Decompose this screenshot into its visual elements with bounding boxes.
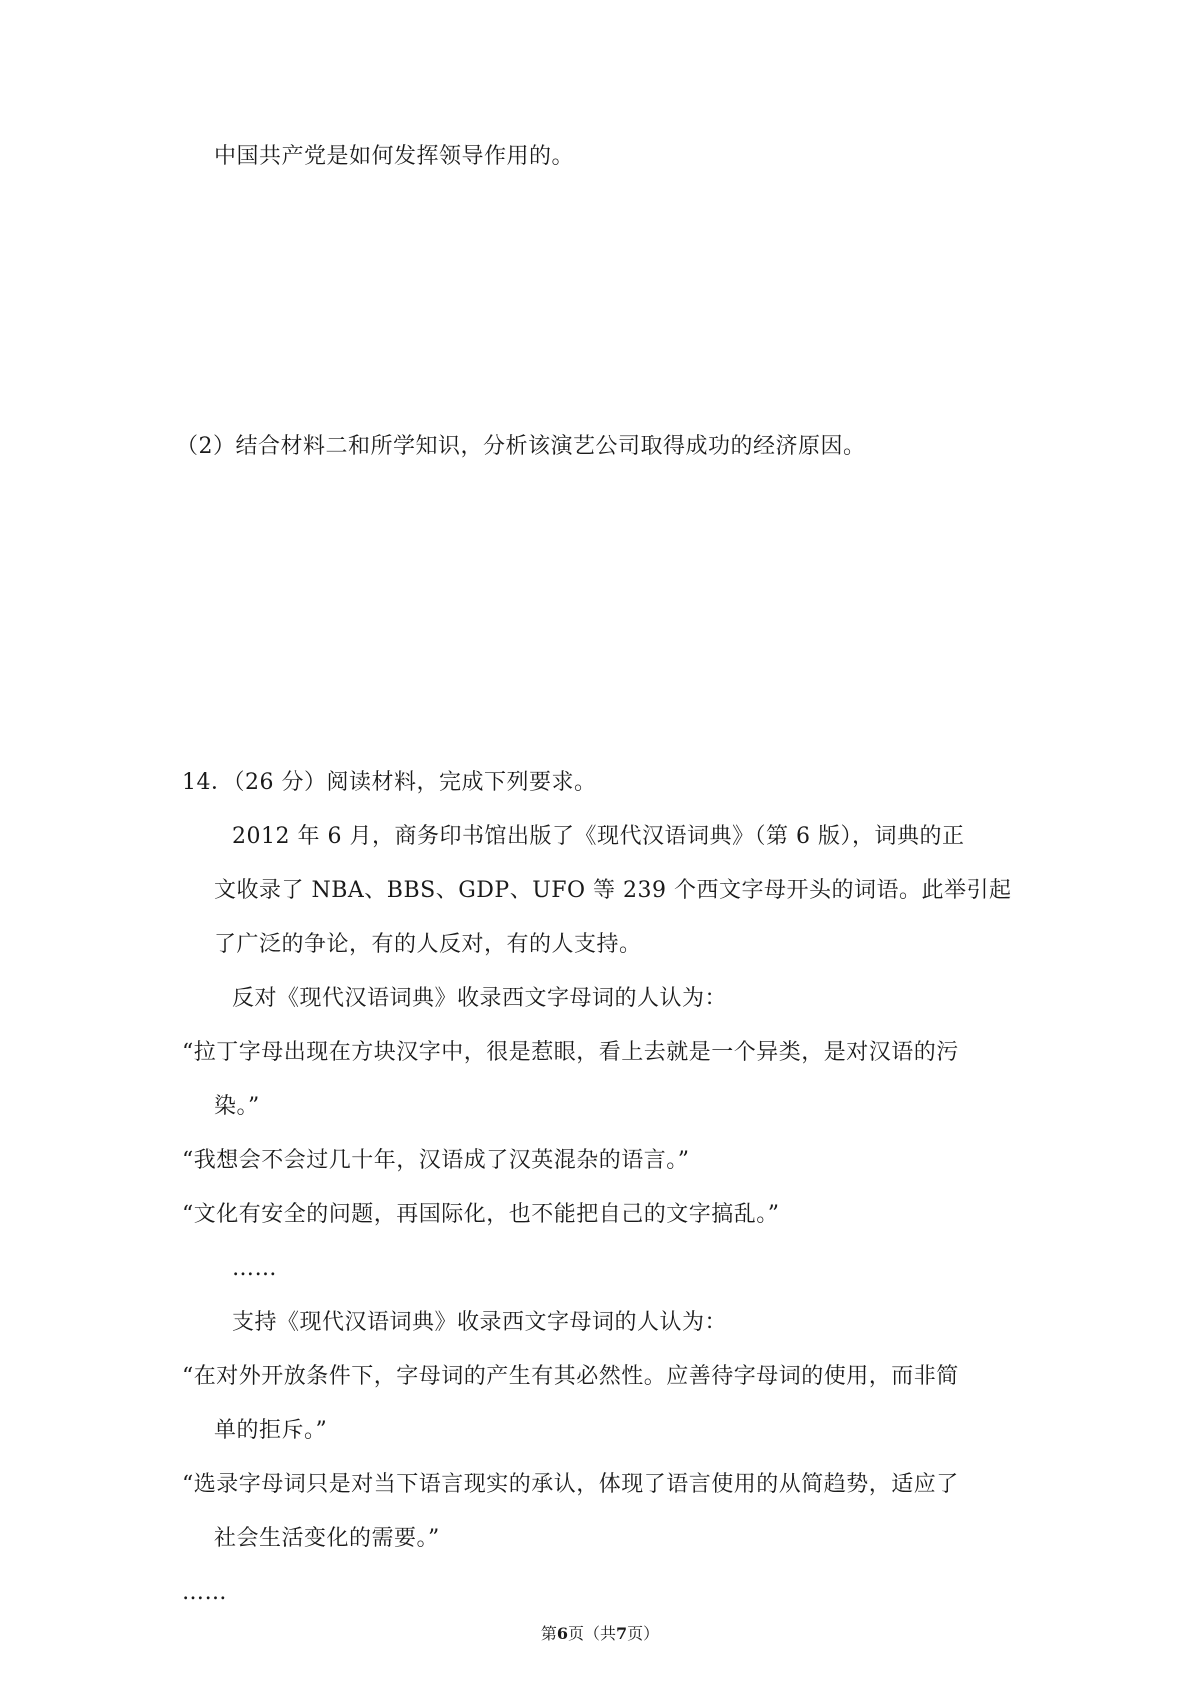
paragraph-line: 了广泛的争论，有的人反对，有的人支持。 — [214, 932, 642, 957]
page-footer — [0, 1624, 1200, 1644]
support-quote-2: “选录字母词只是对当下语言现实的承认，体现了语言使用的从简趋势，适应了 — [182, 1472, 959, 1497]
oppose-intro: 反对《现代汉语词典》收录西文字母词的人认为： — [232, 986, 728, 1011]
support-quote-1-cont: 单的拒斥。” — [214, 1418, 328, 1443]
oppose-quote-1-cont: 染。” — [214, 1094, 260, 1119]
support-intro: 支持《现代汉语词典》收录西文字母词的人认为： — [232, 1310, 728, 1335]
oppose-quote-3: “文化有安全的问题，再国际化，也不能把自己的文字搞乱。” — [182, 1202, 780, 1227]
footer-total-pages: 7 — [616, 1624, 628, 1643]
oppose-quote-1: “拉丁字母出现在方块汉字中，很是惹眼，看上去就是一个异类，是对汉语的污 — [182, 1040, 959, 1065]
paragraph-line: 2012 年 6 月，商务印书馆出版了《现代汉语词典》（第 6 版），词典的正 — [232, 824, 965, 849]
sub-question-2: （2）结合材料二和所学知识，分析该演艺公司取得成功的经济原因。 — [176, 434, 866, 459]
support-quote-2-cont: 社会生活变化的需要。” — [214, 1526, 440, 1551]
footer-middle: 页（共 — [567, 1624, 616, 1643]
ellipsis: …… — [232, 1256, 277, 1281]
ellipsis: …… — [182, 1580, 227, 1605]
footer-suffix: 页） — [627, 1624, 660, 1643]
question-14-heading: 14．（26 分）阅读材料，完成下列要求。 — [182, 770, 597, 795]
oppose-quote-2: “我想会不会过几十年，汉语成了汉英混杂的语言。” — [182, 1148, 690, 1173]
support-quote-1: “在对外开放条件下，字母词的产生有其必然性。应善待字母词的使用，而非简 — [182, 1364, 959, 1389]
footer-prefix: 第 — [540, 1624, 557, 1643]
prev-question-tail: 中国共产党是如何发挥领导作用的。 — [214, 144, 575, 169]
footer-page-number: 6 — [556, 1624, 568, 1643]
paragraph-line: 文收录了 NBA、BBS、GDP、UFO 等 239 个西文字母开头的词语。此举引起 — [214, 878, 1012, 903]
